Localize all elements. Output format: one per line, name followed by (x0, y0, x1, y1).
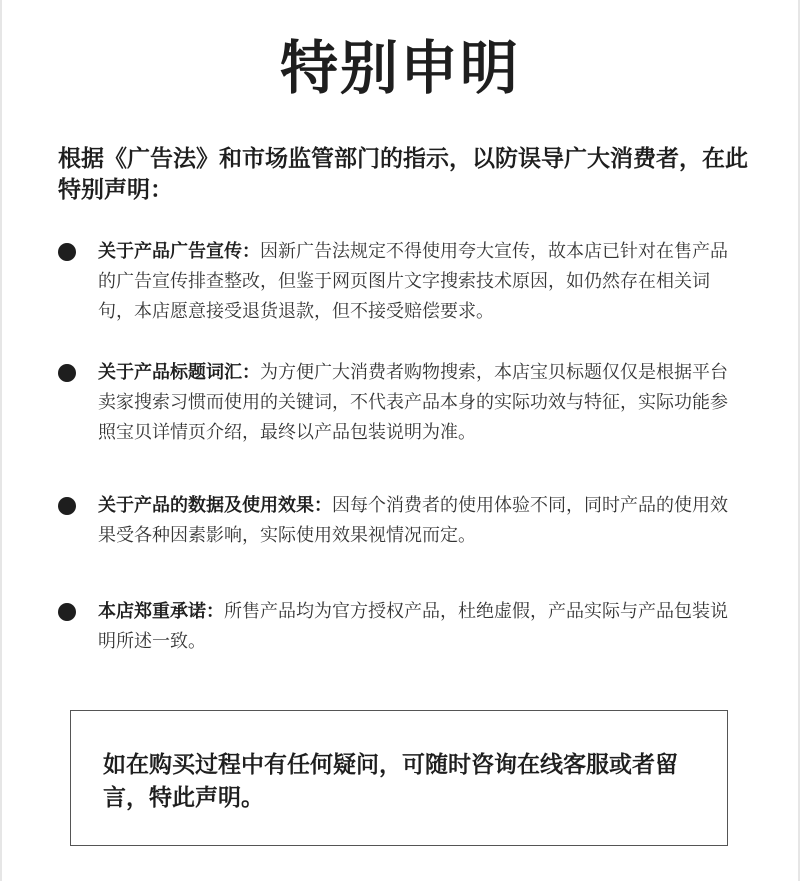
bullet-dot-icon (58, 497, 76, 515)
notice-text: 如在购买过程中有任何疑问，可随时咨询在线客服或者留言，特此声明。 (103, 752, 678, 811)
statement-item-body: 为方便广大消费者购物搜索，本店宝贝标题仅仅是根据平台卖家搜索习惯而使用的关键词，不代表产品本身的实际功效与特征，实际功能参照宝贝详情页介绍，最终以产品包装说明为准。 (98, 362, 728, 443)
statement-item-text (98, 597, 738, 657)
statement-item-text (98, 358, 738, 448)
page-title: 特别申明 (279, 34, 520, 102)
statement-item-body: 因新广告法规定不得使用夸大宣传，故本店已针对在售产品的广告宣传排查整改，但鉴于网页图片文字搜索技术原因，如仍然存在相关词句，本店愿意接受退货退款，但不接受赔偿要求。 (98, 241, 728, 322)
statement-item-effects (58, 491, 738, 551)
page-border-left (0, 0, 2, 881)
statement-item-promise (58, 597, 738, 657)
statement-item-label: 关于产品标题词汇： (98, 362, 260, 383)
bullet-dot-icon (58, 243, 76, 261)
bullet-dot-icon (58, 364, 76, 382)
notice-box (70, 710, 728, 846)
statement-item-text (98, 491, 738, 551)
bullet-dot-icon (58, 603, 76, 621)
statement-item-body: 因每个消费者的使用体验不同，同时产品的使用效果受各种因素影响，实际使用效果视情况而定。 (98, 495, 728, 546)
intro-statement: 根据《广告法》和市场监管部门的指示，以防误导广大消费者，在此特别声明： (58, 146, 748, 203)
statement-item-label: 本店郑重承诺： (98, 601, 224, 622)
statement-item-text (98, 237, 738, 327)
statement-item-title-keywords (58, 358, 738, 448)
statement-item-label: 关于产品广告宣传： (98, 241, 260, 262)
statement-item-advertising (58, 237, 738, 327)
statement-item-label: 关于产品的数据及使用效果： (98, 495, 332, 516)
statement-item-body: 所售产品均为官方授权产品，杜绝虚假，产品实际与产品包装说明所述一致。 (98, 601, 728, 652)
